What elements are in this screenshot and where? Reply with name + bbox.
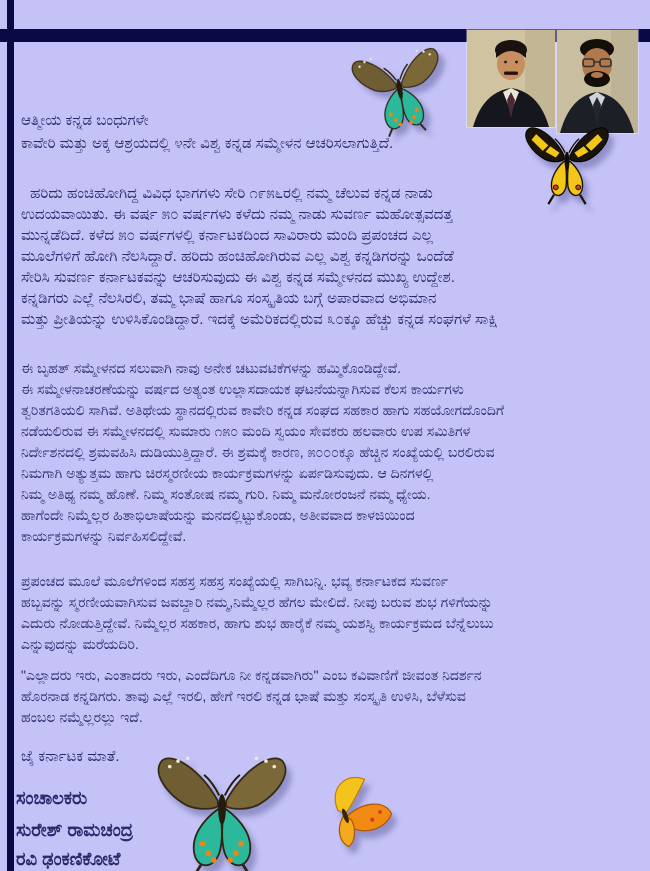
text-line: ಹಾಗೆಂದೇ ನಿಮ್ಮೆಲ್ಲರ ಹಿತಾಭಿಲಾಷೆಯನ್ನು ಮನದಲ್ಲಿಟ್ಟುಕೊಂಡು, ಅತೀವವಾದ ಕಾಳಜಿಯಿಂದ <box>21 507 415 523</box>
letter-paragraph-3 <box>21 571 494 655</box>
salutation <box>21 109 393 155</box>
text-line: ಆತ್ಮೀಯ ಕನ್ನಡ ಬಂಧುಗಳೇ <box>21 112 149 129</box>
left-accent-bar <box>7 0 14 871</box>
text-line: ನಿಮಗಾಗಿ ಅತ್ಯುತ್ತಮ ಹಾಗು ಚಿರಸ್ಮರಣೀಯ ಕಾರ್ಯಕ್ರಮಗಳನ್ನು ಏರ್ಪಡಿಸುವುದು. ಆ ದಿನಗಳಲ್ಲಿ <box>21 465 434 481</box>
text-line: ಹೊರನಾಡ ಕನ್ನಡಿಗರು. ತಾವು ಎಲ್ಲೆ ಇರಲಿ, ಹೇಗೆ ಇರಲಿ ಕನ್ನಡ ಭಾಷೆ ಮತ್ತು ಸಂಸ್ಕೃತಿ ಉಳಿಸಿ, ಬೆಳೆಸುವ <box>21 688 466 704</box>
signature-name: ರವಿ ಢಂಕಣಿಕೋಟೆ <box>16 849 121 869</box>
portrait-photo-2 <box>557 30 638 133</box>
green-butterfly-large-icon <box>141 746 303 871</box>
yellow-butterfly-icon <box>516 122 618 206</box>
text-line: ಹಂಬಲ ನಮ್ಮೆಲ್ಲರಲ್ಲು ಇದೆ. <box>21 709 143 725</box>
closing-line: ಜೈ ಕರ್ನಾಟಕ ಮಾತೆ. <box>21 748 120 765</box>
text-line: ಕಾರ್ಯಕ್ರಮಗಳನ್ನು ನಿರ್ವಹಿಸಲಿದ್ದೇವೆ. <box>21 528 187 544</box>
signature-name: ಸುರೇಶ್ ರಾಮಚಂದ್ರ <box>16 820 134 840</box>
text-line: ನಿರ್ದೇಶನದಲ್ಲಿ ಶ್ರಮವಹಿಸಿ ದುಡಿಯುತ್ತಿದ್ದಾರೆ. ಈ ಶ್ರಮಕ್ಕೆ ಕಾರಣ, ೫೦೦೦ಕ್ಕೂ ಹೆಚ್ಚಿನ ಸಂಖ್ಯೆಯಲ್ಲಿ ಬರಲಿರುವ <box>21 444 495 460</box>
text-line: ಮೂಲೆಗಳಿಗೆ ಹೋಗಿ ನೆಲಸಿದ್ದಾರೆ. ಹರಿದು ಹಂಚಿಹೋಗಿರುವ ಎಲ್ಲ ವಿಶ್ವ ಕನ್ನಡಿಗರನ್ನು ಒಂದೆಡೆ <box>21 248 454 265</box>
text-line: ಮತ್ತು ಪ್ರೀತಿಯನ್ನು ಉಳಿಸಿಕೊಂಡಿದ್ದಾರೆ. ಇದಕ್ಕೆ ಅಮೆರಿಕದಲ್ಲಿರುವ ೩೦ಕ್ಕೂ ಹೆಚ್ಚು ಕನ್ನಡ ಸಂಘಗಳೆ ಸಾಕ್ಷಿ <box>21 311 498 328</box>
text-line: ನಿಮ್ಮ ಅತಿಥ್ಯ ನಮ್ಮ ಹೊಣೆ. ನಿಮ್ಮ ಸಂತೋಷ ನಮ್ಮ ಗುರಿ. ನಿಮ್ಮ ಮನೋರಂಜನೆ ನಮ್ಮ ಧ್ಯೇಯ. <box>21 486 431 502</box>
text-line: "ಎಲ್ಲಾದರು ಇರು, ಎಂತಾದರು ಇರು, ಎಂದೆದಿಗೂ ನೀ ಕನ್ನಡವಾಗಿರು" ಎಂಬ ಕವಿವಾಣಿಗೆ ಜೀವಂತ ನಿದರ್ಶನ <box>21 667 482 683</box>
green-butterfly-icon <box>342 38 458 144</box>
text-line: ತ್ವರಿತಗತಿಯಲಿ ಸಾಗಿವೆ. ಅತಿಥೇಯ ಸ್ಥಾನದಲ್ಲಿರುವ ಕಾವೇರಿ ಕನ್ನಡ ಸಂಘದ ಸಹಕಾರ ಹಾಗು ಸಹಯೋಗದೊಂದಿಗೆ <box>21 402 505 418</box>
text-line: ಉದಯವಾಯಿತು. ಈ ವರ್ಷ ೫೦ ವರ್ಷಗಳು ಕಳೆದು ನಮ್ಮ ನಾಡು ಸುವರ್ಣ ಮಹೋತ್ಸವದತ್ತ <box>21 206 453 223</box>
text-line: ಕಾವೇರಿ ಮತ್ತು ಅಕ್ಕ ಆಶ್ರಯದಲ್ಲಿ ೪ನೇ ವಿಶ್ವ ಕನ್ನಡ ಸಮ್ಮೇಳನ ಆಚರಿಸಲಾಗುತ್ತಿದೆ. <box>21 135 394 152</box>
letter-paragraph-4 <box>21 665 482 728</box>
text-line: ಈ ಸಮ್ಮೇಳನಾಚರಣೆಯನ್ನು ವರ್ಷದ ಅತ್ಯಂತ ಉಲ್ಲಾಸದಾಯಕ ಘಟನೆಯನ್ನಾಗಿಸುವ ಕೆಲಸ ಕಾರ್ಯಗಳು <box>21 381 464 397</box>
text-line: ಪ್ರಪಂಚದ ಮೂಲೆ ಮೂಲೆಗಳಿಂದ ಸಹಸ್ರ ಸಹಸ್ರ ಸಂಖ್ಯೆಯಲ್ಲಿ ಸಾಗಿಬನ್ನಿ. ಭವ್ಯ ಕರ್ನಾಟಕದ ಸುವರ್ಣ <box>21 573 449 589</box>
portrait-photo-1 <box>467 30 555 127</box>
orange-butterfly-icon <box>307 768 403 858</box>
text-line: ಎದುರು ನೋಡುತ್ತಿದ್ದೇವೆ. ನಿಮ್ಮೆಲ್ಲರ ಸಹಕಾರ, ಹಾಗು ಶುಭ ಹಾರೈಕೆ ನಮ್ಮ ಯಶಸ್ವಿ ಕಾರ್ಯಕ್ರಮದ ಬೆನ್ನೆಲುಬು <box>21 615 494 631</box>
signature-block <box>16 784 133 871</box>
text-line: ಕನ್ನಡಿಗರು ಎಲ್ಲೆ ನೆಲಸಿರಲಿ, ತಮ್ಮ ಭಾಷೆ ಹಾಗೂ ಸಂಸ್ಕೃತಿಯ ಬಗ್ಗೆ ಅಪಾರವಾದ ಅಭಿಮಾನ <box>21 290 437 307</box>
text-line: ಹರಿದು ಹಂಚಿಹೋಗಿದ್ದ ವಿವಿಧ ಭಾಗಗಳು ಸೇರಿ ೧೯೫೬ರಲ್ಲಿ ನಮ್ಮ ಚೆಲುವ ಕನ್ನಡ ನಾಡು <box>30 185 433 202</box>
letter-paragraph-1 <box>21 183 498 330</box>
text-line: ಎನ್ನುವುದನ್ನು ಮರೆಯದಿರಿ. <box>21 636 139 652</box>
text-line: ನಡೆಯಲಿರುವ ಈ ಸಮ್ಮೇಳನದಲ್ಲಿ ಸುಮಾರು ೧೫೦ ಮಂದಿ ಸ್ವಯಂ ಸೇವಕರು ಹಲವಾರು ಉಪ ಸಮಿತಿಗಳ <box>21 423 471 439</box>
letter-paragraph-2 <box>21 358 504 547</box>
text-line: ಸೇರಿಸಿ ಸುವರ್ಣ ಕರ್ನಾಟಕವನ್ನು ಆಚರಿಸುವುದು ಈ ವಿಶ್ವ ಕನ್ನಡ ಸಮ್ಮೇಳನದ ಮುಖ್ಯ ಉದ್ದೇಶ. <box>21 269 455 286</box>
text-line: ಹಬ್ಬವನ್ನು ಸ್ಮರಣೀಯವಾಗಿಸುವ ಜವಬ್ದಾರಿ ನಮ್ಮ,ನಿಮ್ಮೆಲ್ಲರ ಹೆಗಲ ಮೇಲಿದೆ. ನೀವು ಬರುವ ಶುಭ ಗಳಿಗೆಯನ್ನು <box>21 594 493 610</box>
signature-role: ಸಂಚಾಲಕರು <box>16 788 88 808</box>
top-stripe-bar <box>0 14 650 27</box>
text-line: ಈ ಬೃಹತ್ ಸಮ್ಮೇಳನದ ಸಲುವಾಗಿ ನಾವು ಅನೇಕ ಚಟುವಟಿಕೆಗಳನ್ನು ಹಮ್ಮಿಕೊಂಡಿದ್ದೇವೆ. <box>21 360 402 376</box>
text-line: ಮುನ್ನಡೆದಿದೆ. ಕಳೆದ ೫೦ ವರ್ಷಗಳಲ್ಲಿ ಕರ್ನಾಟಕದಿಂದ ಸಾವಿರಾರು ಮಂದಿ ಪ್ರಪಂಚದ ಎಲ್ಲ <box>21 227 434 244</box>
